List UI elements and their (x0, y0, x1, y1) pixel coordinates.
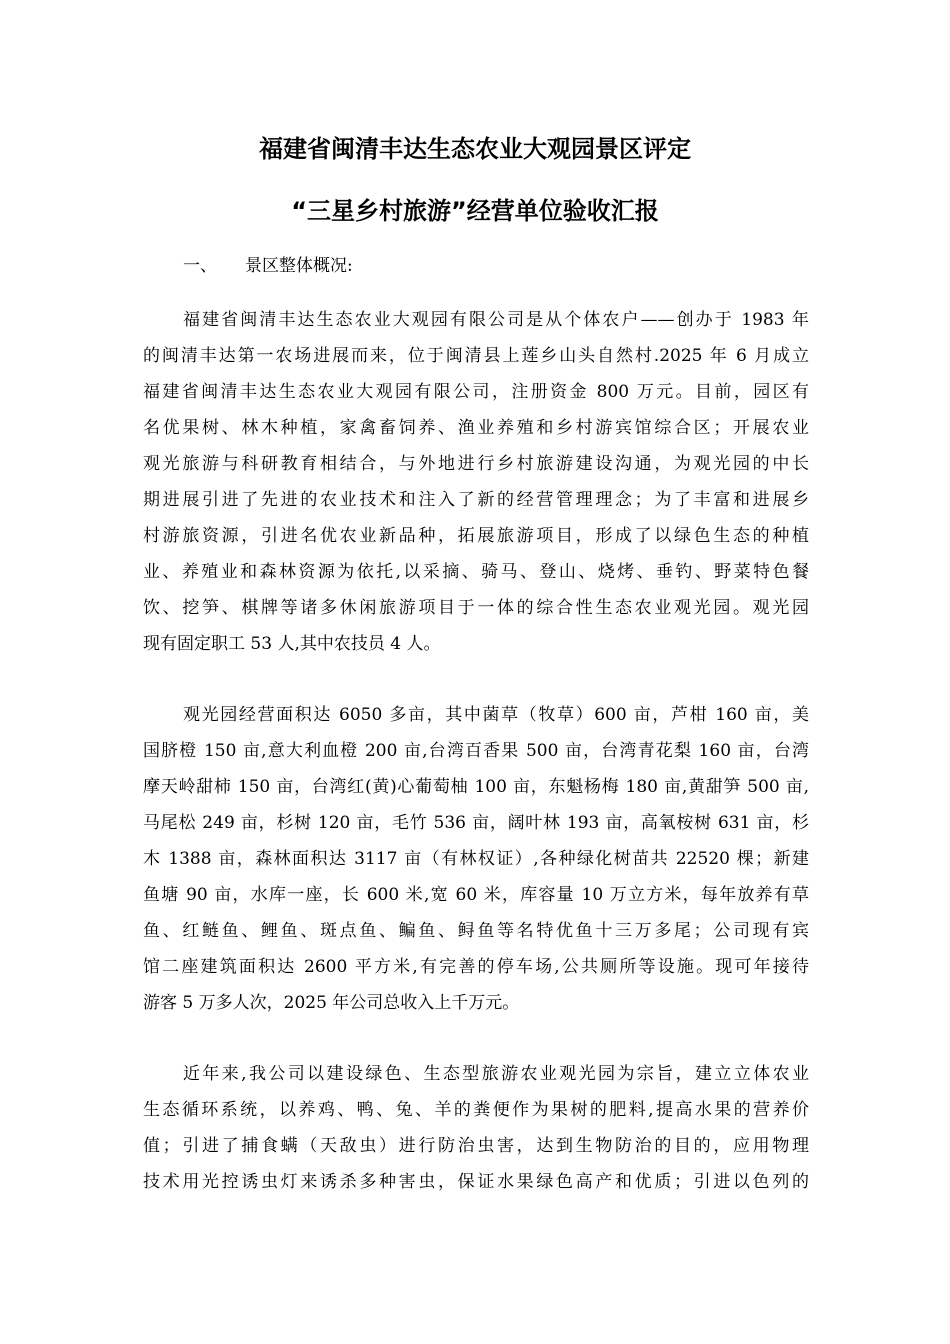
paragraph-line: 村游旅资源，引进名优农业新品种，拓展旅游项目，形成了以绿色生态的种植 (143, 526, 809, 546)
paragraph-line: 技术用光控诱虫灯来诱杀多种害虫，保证水果绿色高产和优质；引进以色列的 (143, 1172, 809, 1192)
document-title-line-1: 福建省闽清丰达生态农业大观园景区评定 (259, 135, 691, 163)
paragraph-line: 值；引进了捕食螨（天敌虫）进行防治虫害，达到生物防治的目的，应用物理 (143, 1136, 809, 1156)
paragraph-line: 观光旅游与科研教育相结合，与外地进行乡村旅游建设沟通，为观光园的中长 (143, 454, 809, 474)
paragraph-line: 馆二座建筑面积达 2600 平方米,有完善的停车场,公共厕所等设施。现可年接待 (143, 957, 809, 977)
paragraph-line: 观光园经营面积达 6050 多亩，其中菌草（牧草）600 亩，芦柑 160 亩，美 (183, 705, 809, 725)
paragraph-operations (143, 697, 809, 1021)
paragraph-line: 木 1388 亩，森林面积达 3117 亩（有林权证）,各种绿化树苗共 22520 棵；新建 (143, 849, 809, 869)
document-title-line-2: “三星乡村旅游”经营单位验收汇报 (291, 197, 659, 225)
paragraph-line: 近年来,我公司以建设绿色、生态型旅游农业观光园为宗旨，建立立体农业 (183, 1064, 809, 1084)
paragraph-line: 福建省闽清丰达生态农业大观园有限公司，注册资金 800 万元。目前，园区有 (143, 382, 809, 402)
paragraph-line: 国脐橙 150 亩,意大利血橙 200 亩,台湾百香果 500 亩，台湾青花梨 160 亩，台湾 (143, 741, 809, 761)
paragraph-overview (143, 302, 809, 662)
paragraph-line: 饮、挖笋、棋牌等诸多休闲旅游项目于一体的综合性生态农业观光园。观光园 (143, 598, 809, 618)
section-number: 一、 (183, 256, 217, 276)
paragraph-line: 的闽清丰达第一农场进展而来，位于闽清县上莲乡山头自然村.2025 年 6 月成立 (143, 346, 809, 366)
paragraph-line: 期进展引进了先进的农业技术和注入了新的经营管理理念；为了丰富和进展乡 (143, 490, 809, 510)
paragraph-line: 摩天岭甜柿 150 亩，台湾红(黄)心葡萄柚 100 亩，东魁杨梅 180 亩,黄甜笋 500 亩, (143, 777, 809, 797)
section-heading-text: 景区整体概况: (245, 256, 353, 276)
paragraph-line: 游客 5 万多人次，2025 年公司总收入上千万元。 (143, 993, 520, 1013)
paragraph-line: 鱼、红鲢鱼、鲤鱼、斑点鱼、鳊鱼、鲟鱼等名特优鱼十三万多尾；公司现有宾 (143, 921, 809, 941)
paragraph-line: 鱼塘 90 亩，水库一座，长 600 米,宽 60 米，库容量 10 万立方米，每年放养有草 (143, 885, 809, 905)
paragraph-line: 马尾松 249 亩，杉树 120 亩，毛竹 536 亩，阔叶林 193 亩，高氧桉树 631 亩，杉 (143, 813, 809, 833)
paragraph-line: 福建省闽清丰达生态农业大观园有限公司是从个体农户——创办于 1983 年 (183, 310, 809, 330)
paragraph-line: 业、养殖业和森林资源为依托,以采摘、骑马、登山、烧烤、垂钓、野菜特色餐 (143, 562, 809, 582)
paragraph-line: 名优果树、林木种植，家禽畜饲养、渔业养殖和乡村游宾馆综合区；开展农业 (143, 418, 809, 438)
section-heading (183, 254, 353, 278)
paragraph-line: 生态循环系统，以养鸡、鸭、兔、羊的粪便作为果树的肥料,提高水果的营养价 (143, 1100, 809, 1120)
paragraph-line: 现有固定职工 53 人,其中农技员 4 人。 (143, 634, 441, 654)
paragraph-ecology (143, 1056, 809, 1200)
